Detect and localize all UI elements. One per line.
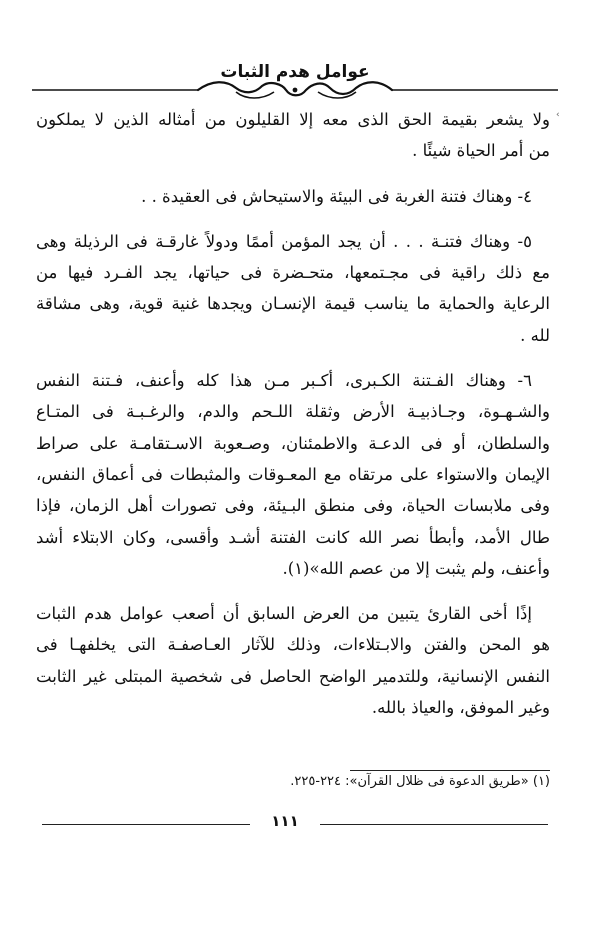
footnote: (١) «طريق الدعوة فى ظلال القرآن»: ٢٢٤-٢٢٥. [290,774,550,789]
page-number: ١١١ [271,812,299,830]
footnote-separator [350,770,550,771]
paragraph-item-6 [36,365,550,584]
text-line: الرعاية والحماية ما يناسب قيمة الإنسـان ويجدها غنية قوية، وهى مشاقة [36,294,550,314]
running-title: عوامل هدم الثبات [220,62,370,82]
text-line: لله . [520,325,550,345]
paragraph-item-5 [36,226,550,351]
paragraph-item-4 [36,181,550,212]
text-line: طال الأمد، وأبطأ نصر الله كانت الفتنة أشـد وأقسى، وكان الابتلاء أشد [36,527,550,547]
text-line: إذًا أخى القارئ يتبين من العرض السابق أن أصعب عوامل هدم الثبات [36,604,532,624]
text-line: الإيمان والاستواء على مرتقاه مع المعـوقات والمثبطات فى أعماق النفس، [36,464,550,484]
text-line: مع ذلك راقية فى مجـتمعها، متحـضرة فى حياتها، يجد الفـرد فيها من [36,263,550,283]
margin-speck: ‹ [556,110,560,120]
text-line: وأعنف، ولم يثبت إلا من عصم الله»(١). [282,558,550,578]
footer-rule-left [42,824,250,826]
text-line: هو المحن والفتن والابـتلاءات، وذلك للآثار العـاصفـة التى يخلفهـا فى [36,635,550,655]
text-line: والسلطان، أو فى الدعـة والاطمئنان، وصـعوبة الاسـتقامـة على صراط [36,433,550,453]
text-line: ولا يشعر بقيمة الحق الذى معه إلا القليلون من أمثاله الذين لا يملكون [36,110,550,129]
text-line: وفى ملابسات الحياة، وفى منطق البـيئة، وفى تصورات أهل الزمان، فإذا [36,496,550,516]
footer-rule-right [320,824,548,826]
text-line: النفس الإنسانية، وللتدمير الواضح الحاصل فى شخصية المبتلى غير الثابت [36,666,550,686]
text-line: ٦- وهناك الفـتنة الكـبرى، أكـبر مـن هذا كله وأعنف، فـتنة النفس [36,371,532,391]
text-line: وغير الموفق، والعياذ بالله. [371,698,550,718]
paragraph-conclusion [36,598,550,723]
paragraph-continuation [36,104,550,167]
text-line: والشـهـوة، وجـاذبيـة الأرض وثقلة اللـحم والدم، والرغـبـة فى المتـاع [36,402,550,422]
header-ornament [30,78,560,102]
body-text [36,104,550,723]
text-line: من أمر الحياة شيئًا . [412,141,550,161]
text-line: ٤- وهناك فتنة الغربة فى البيئة والاستيحاش فى العقيدة . . [141,186,532,206]
text-line: ٥- وهناك فتنـة . . . أن يجد المؤمن أممًا ودولاً غارقـة فى الرذيلة وهى [36,231,532,251]
